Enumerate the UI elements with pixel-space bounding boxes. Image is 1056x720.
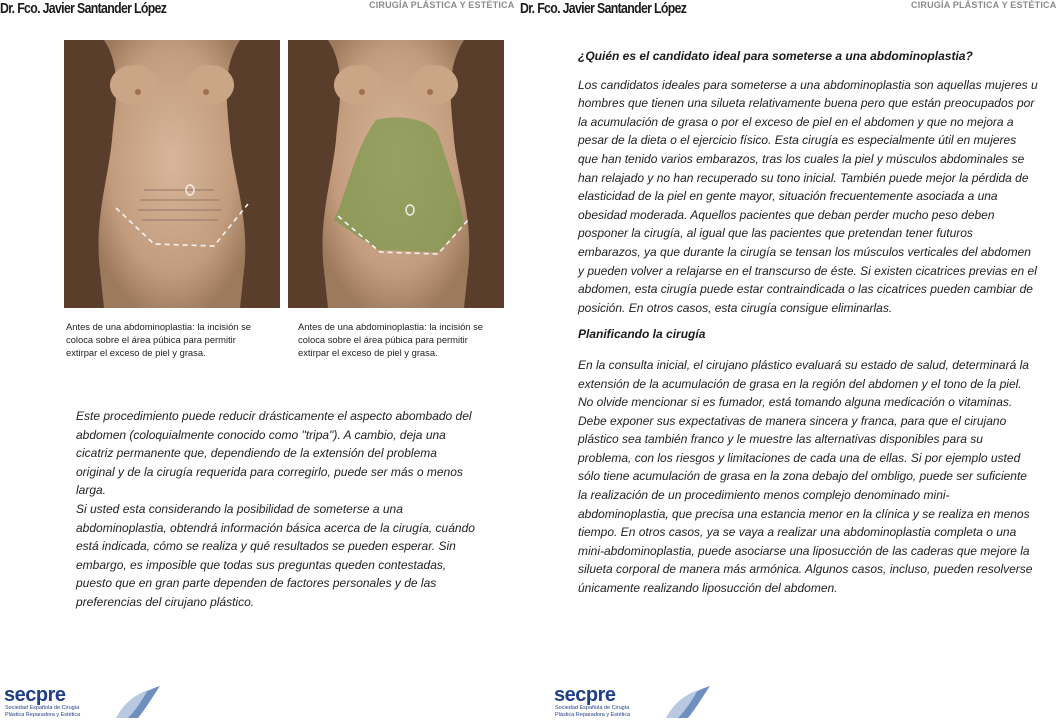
intro-paragraph: Si usted esta considerando la posibilidad de someterse a una abdominoplastia, obtendrá información básica acerca de la cirugía, cuándo está indicada, cómo se realiza y qué resultados se pueden esperar. Sin embargo, es imposible que todas sus preguntas queden contestadas, puesto que en gran parte dependen de factores personales y de las preferencias del cirujano plástico. bbox=[76, 501, 475, 609]
left-page bbox=[0, 0, 520, 720]
secpre-logo bbox=[554, 684, 714, 720]
logo-subtitle-line: Sociedad Española de Cirugía bbox=[555, 705, 630, 711]
intro-text bbox=[76, 407, 476, 612]
planning-paragraph: En la consulta inicial, el cirujano plástico evaluará su estado de salud, determinará la extensión de la acumulación de grasa en la región del abdomen y el tono de la piel. No olvide mencionar si es fumador, está tomando alguna medicación o vitaminas. Debe exponer sus expectativas de manera sincera y franca, para que el cirujano plástico sea también franco y le muestre las alternativas disponibles para su problema, con los riesgos y limitaciones de cada una de ellas. Si por ejemplo usted sólo tiene acumulación de grasa en la zona debajo del ombligo, puede ser suficiente la realización de un procedimiento menos complejo denominado mini-abdominoplastia, que precisa una estancia menor en la clínica y se realiza en menos tiempo. En otros casos, ya se vaya a realizar una abdominoplastia completa o una mini-abdominoplastia, puede asociarse una liposucción de las caderas que mejore la silueta corporal de manera más armónica. Algunos casos, incluso, pueden resolverse únicamente realizando liposucción del abdomen. bbox=[578, 357, 1033, 596]
article-content bbox=[578, 47, 1038, 598]
logo-wordmark: secpre bbox=[554, 684, 616, 706]
author-name: Dr. Fco. Javier Santander López bbox=[520, 0, 687, 17]
photo-caption: Antes de una abdominoplastia: la incisión se coloca sobre el área púbica para permitir extirpar el exceso de piel y grasa. bbox=[66, 321, 252, 358]
abdomen-illustration-incision bbox=[64, 40, 280, 308]
candidate-heading: ¿Quién es el candidato ideal para someterse a una abdominoplastia? bbox=[578, 49, 973, 63]
logo-mark-icon bbox=[658, 684, 712, 720]
specialty-title: CIRUGÍA PLÁSTICA Y ESTÉTICA bbox=[369, 0, 515, 10]
specialty-title: CIRUGÍA PLÁSTICA Y ESTÉTICA bbox=[911, 0, 1056, 10]
logo-mark-icon bbox=[108, 684, 162, 720]
abdomen-illustration-treated-area bbox=[288, 40, 504, 308]
logo-wordmark: secpre bbox=[4, 684, 66, 706]
secpre-logo bbox=[4, 684, 164, 720]
logo-subtitle bbox=[5, 705, 105, 718]
logo-subtitle-line: Sociedad Española de Cirugía bbox=[5, 705, 80, 711]
right-page bbox=[520, 0, 1056, 720]
logo-subtitle-line: Plástica Reparadora y Estética bbox=[555, 711, 631, 718]
logo-subtitle bbox=[555, 705, 655, 718]
logo-subtitle-line: Plástica Reparadora y Estética bbox=[5, 711, 81, 718]
planning-heading: Planificando la cirugía bbox=[578, 327, 706, 342]
photo-caption: Antes de una abdominoplastia: la incisión se coloca sobre el área púbica para permitir extirpar el exceso de piel y grasa. bbox=[298, 321, 484, 358]
candidate-paragraph: Los candidatos ideales para someterse a una abdominoplastia son aquellas mujeres u hombres que tienen una silueta relativamente buena pero que están preocupados por la acumulación de grasa o por el exceso de piel en el abdomen y que no mejora a pesar de la dieta o el ejercicio físico. Esta cirugía es especialmente útil en mujeres que han tenido varios embarazos, tras los cuales la piel y músculos abdominales se han relajado y no han recuperado su tono inicial. También puede mejor la pérdida de elasticidad de la piel en gente mayor, situación frecuentemente asociada a una obesidad moderada. Aquellos pacientes que deban perder mucho peso deben posponer la cirugía, al igual que las pacientes que pretendan tener futuros embarazos, ya que durante la cirugía se tensan los músculos verticales del abdomen y pueden volver a relajarse en el transcurso de éste. Si existen cicatrices previas en el abdomen, esta cirugía puede estar contraindicada o las cicatrices pueden cambiar de posición. En otros casos, esta cirugía consigue eliminarlas. bbox=[578, 77, 1038, 315]
author-name: Dr. Fco. Javier Santander López bbox=[0, 0, 167, 17]
intro-paragraph: Este procedimiento puede reducir drásticamente el aspecto abombado del abdomen (coloquialmente conocido como "tripa"). A cambio, deja una cicatriz permanente que, dependiendo de la extensión del problema original y de la cirugía requerida para corregirlo, puede ser más o menos larga. bbox=[76, 409, 472, 498]
